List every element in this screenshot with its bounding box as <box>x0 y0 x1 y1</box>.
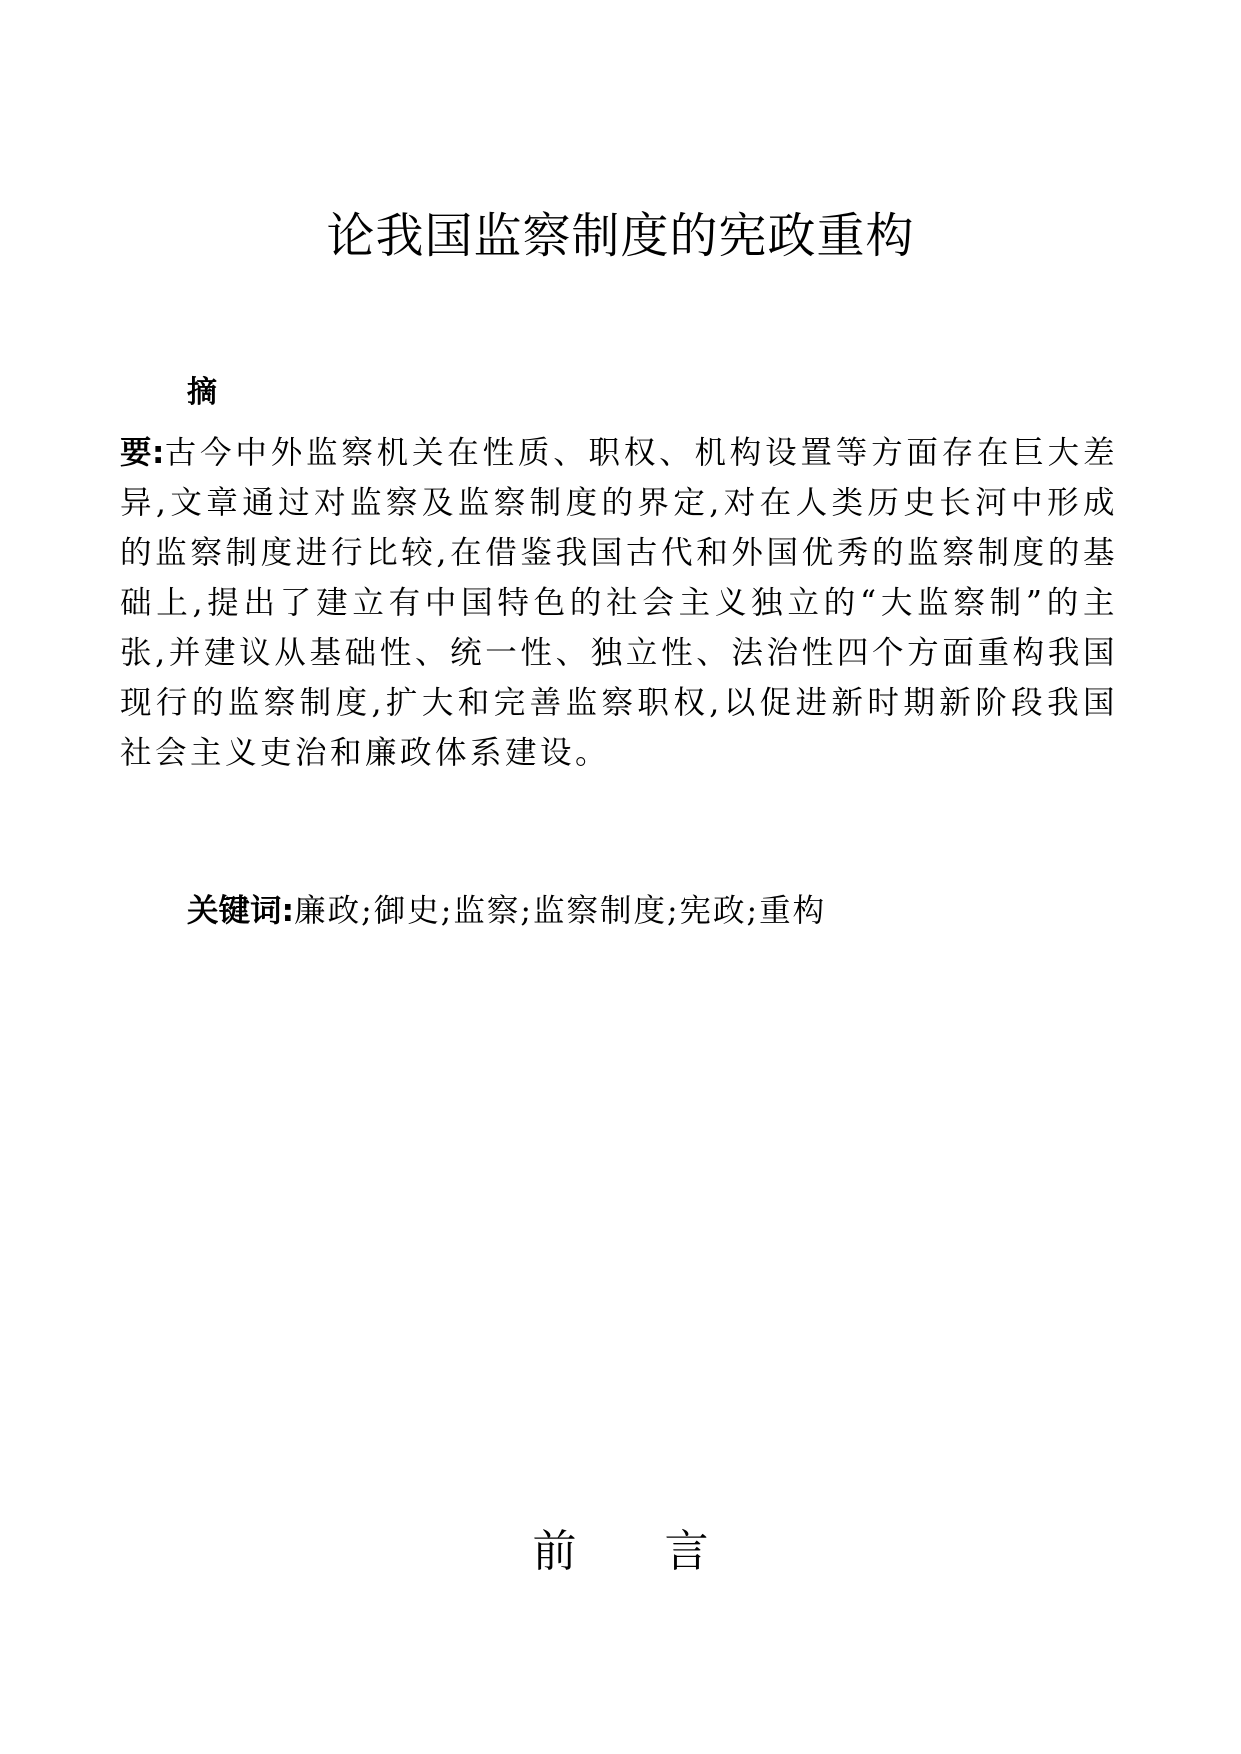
abstract-label: 要: <box>120 435 165 471</box>
keywords-line <box>187 886 826 936</box>
abstract-text: 古今中外监察机关在性质、职权、机构设置等方面存在巨大差异,文章通过对监察及监察制度的界定,对在人类历史长河中形成的监察制度进行比较,在借鉴我国古代和外国优秀的监察制度的基础上,提出了建立有中国特色的社会主义独立的“大监察制”的主张,并建议从基础性、统一性、独立性、法治性四个方面重构我国现行的监察制度,扩大和完善监察职权,以促进新时期新阶段我国社会主义吏治和廉政体系建设。 <box>120 435 1118 771</box>
keywords-text: 廉政;御史;监察;监察制度;宪政;重构 <box>294 893 827 929</box>
document-title: 论我国监察制度的宪政重构 <box>326 208 915 264</box>
preface-heading: 前 言 <box>532 1526 709 1577</box>
keywords-label: 关键词: <box>187 893 295 929</box>
abstract-heading: 摘 <box>187 375 217 410</box>
abstract-paragraph <box>120 428 1118 778</box>
